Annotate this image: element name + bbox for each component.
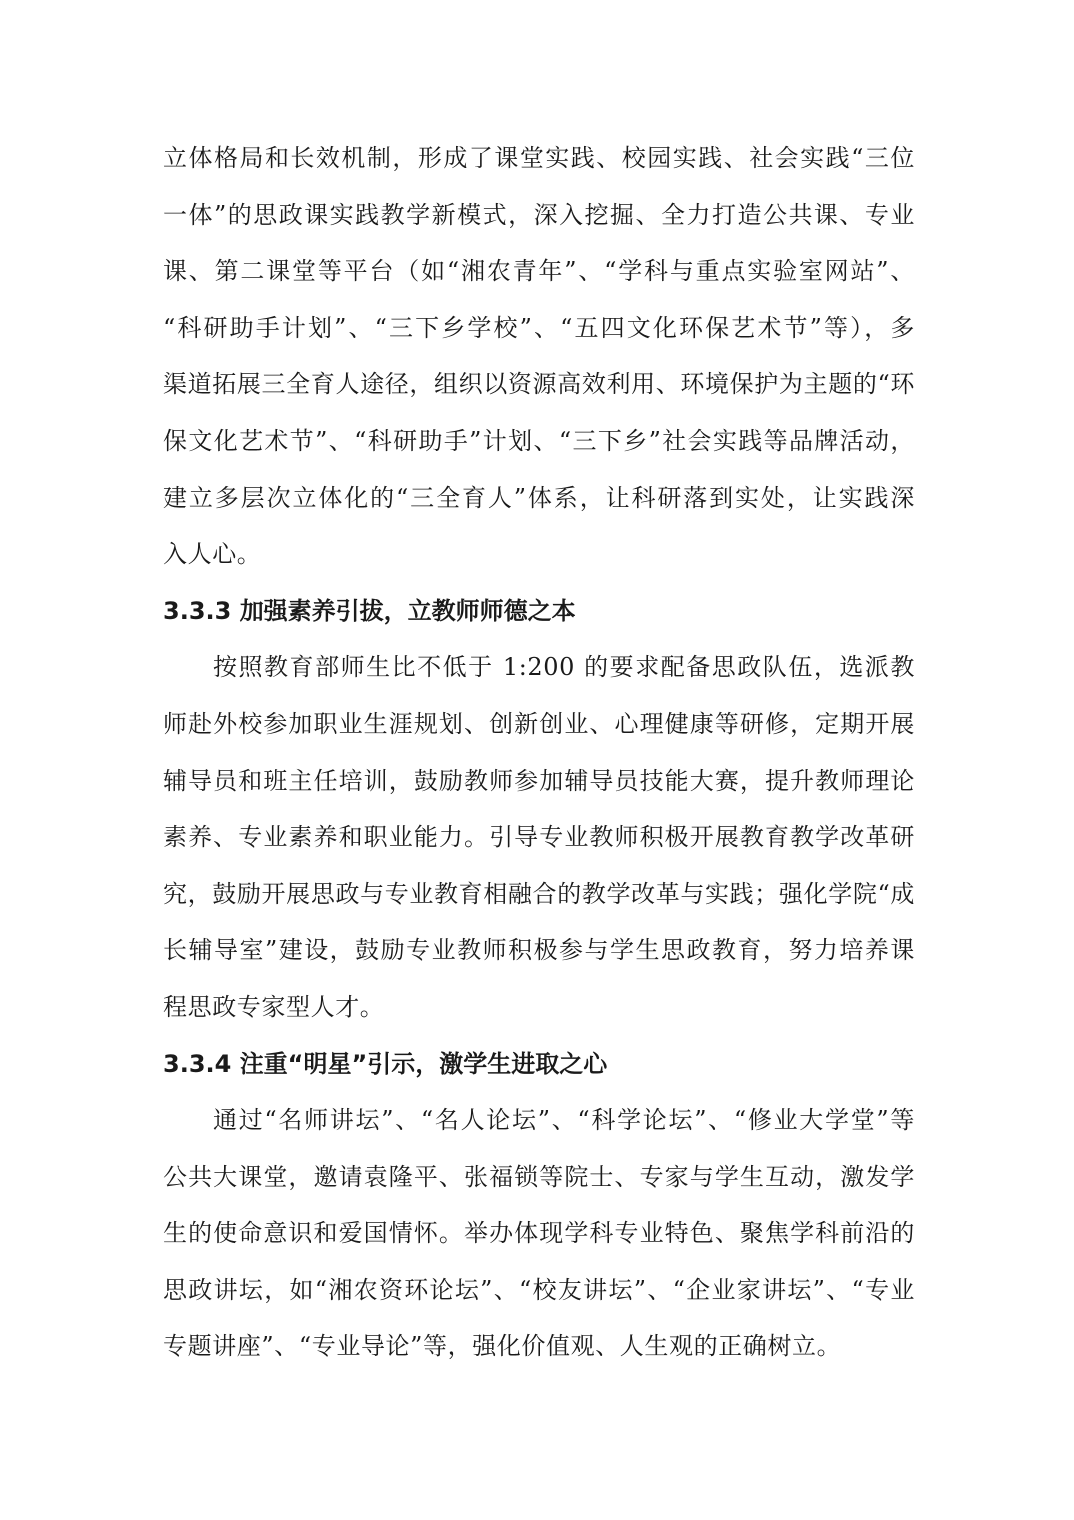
document-page xyxy=(163,136,915,1381)
text-line: 公共大课堂，邀请袁隆平、张福锁等院士、专家与学生互动，激发学 xyxy=(163,1162,915,1191)
text-line: 通过“名师讲坛”、“名人论坛”、“科学论坛”、“修业大学堂”等 xyxy=(213,1106,915,1135)
text-line: 生的使命意识和爱国情怀。举办体现学科专业特色、聚焦学科前沿的 xyxy=(163,1219,915,1248)
text-line: “科研助手计划”、“三下乡学校”、“五四文化环保艺术节”等），多 xyxy=(163,313,915,342)
text-line: 思政讲坛，如“湘农资环论坛”、“校友讲坛”、“企业家讲坛”、“专业 xyxy=(163,1275,915,1304)
text-line: 师赴外校参加职业生涯规划、创新创业、心理健康等研修，定期开展 xyxy=(163,709,915,738)
text-line: 建立多层次立体化的“三全育人”体系，让科研落到实处，让实践深 xyxy=(163,483,915,512)
text-line: 长辅导室”建设，鼓励专业教师积极参与学生思政教育，努力培养课 xyxy=(163,936,915,965)
text-line: 程思政专家型人才。 xyxy=(163,992,385,1021)
text-line: 素养、专业素养和职业能力。引导专业教师积极开展教育教学改革研 xyxy=(163,823,915,852)
text-line: 按照教育部师生比不低于 1:200 的要求配备思政队伍，选派教 xyxy=(213,653,915,682)
text-line: 一体”的思政课实践教学新模式，深入挖掘、全力打造公共课、专业 xyxy=(163,200,915,229)
text-line: 入人心。 xyxy=(163,540,262,569)
text-line: 辅导员和班主任培训，鼓励教师参加辅导员技能大赛，提升教师理论 xyxy=(163,766,915,795)
section-heading-3-3-4: 3.3.4 注重“明星”引示，激学生进取之心 xyxy=(163,1049,608,1078)
paragraph-teacher-training xyxy=(163,645,915,1041)
section-heading-3-3-3: 3.3.3 加强素养引拔，立教师师德之本 xyxy=(163,596,576,625)
text-line: 立体格局和长效机制，形成了课堂实践、校园实践、社会实践“三位 xyxy=(163,144,915,172)
paragraph-three-in-one-practice xyxy=(163,136,915,589)
text-line: 渠道拓展三全育人途径，组织以资源高效利用、环境保护为主题的“环 xyxy=(163,370,915,399)
paragraph-star-guidance xyxy=(163,1098,915,1381)
text-line: 保文化艺术节”、“科研助手”计划、“三下乡”社会实践等品牌活动， xyxy=(163,426,915,455)
text-line: 专题讲座”、“专业导论”等，强化价值观、人生观的正确树立。 xyxy=(163,1332,842,1361)
text-line: 课、第二课堂等平台（如“湘农青年”、“学科与重点实验室网站”、 xyxy=(163,257,915,286)
text-line: 究，鼓励开展思政与专业教育相融合的教学改革与实践；强化学院“成 xyxy=(163,879,915,908)
